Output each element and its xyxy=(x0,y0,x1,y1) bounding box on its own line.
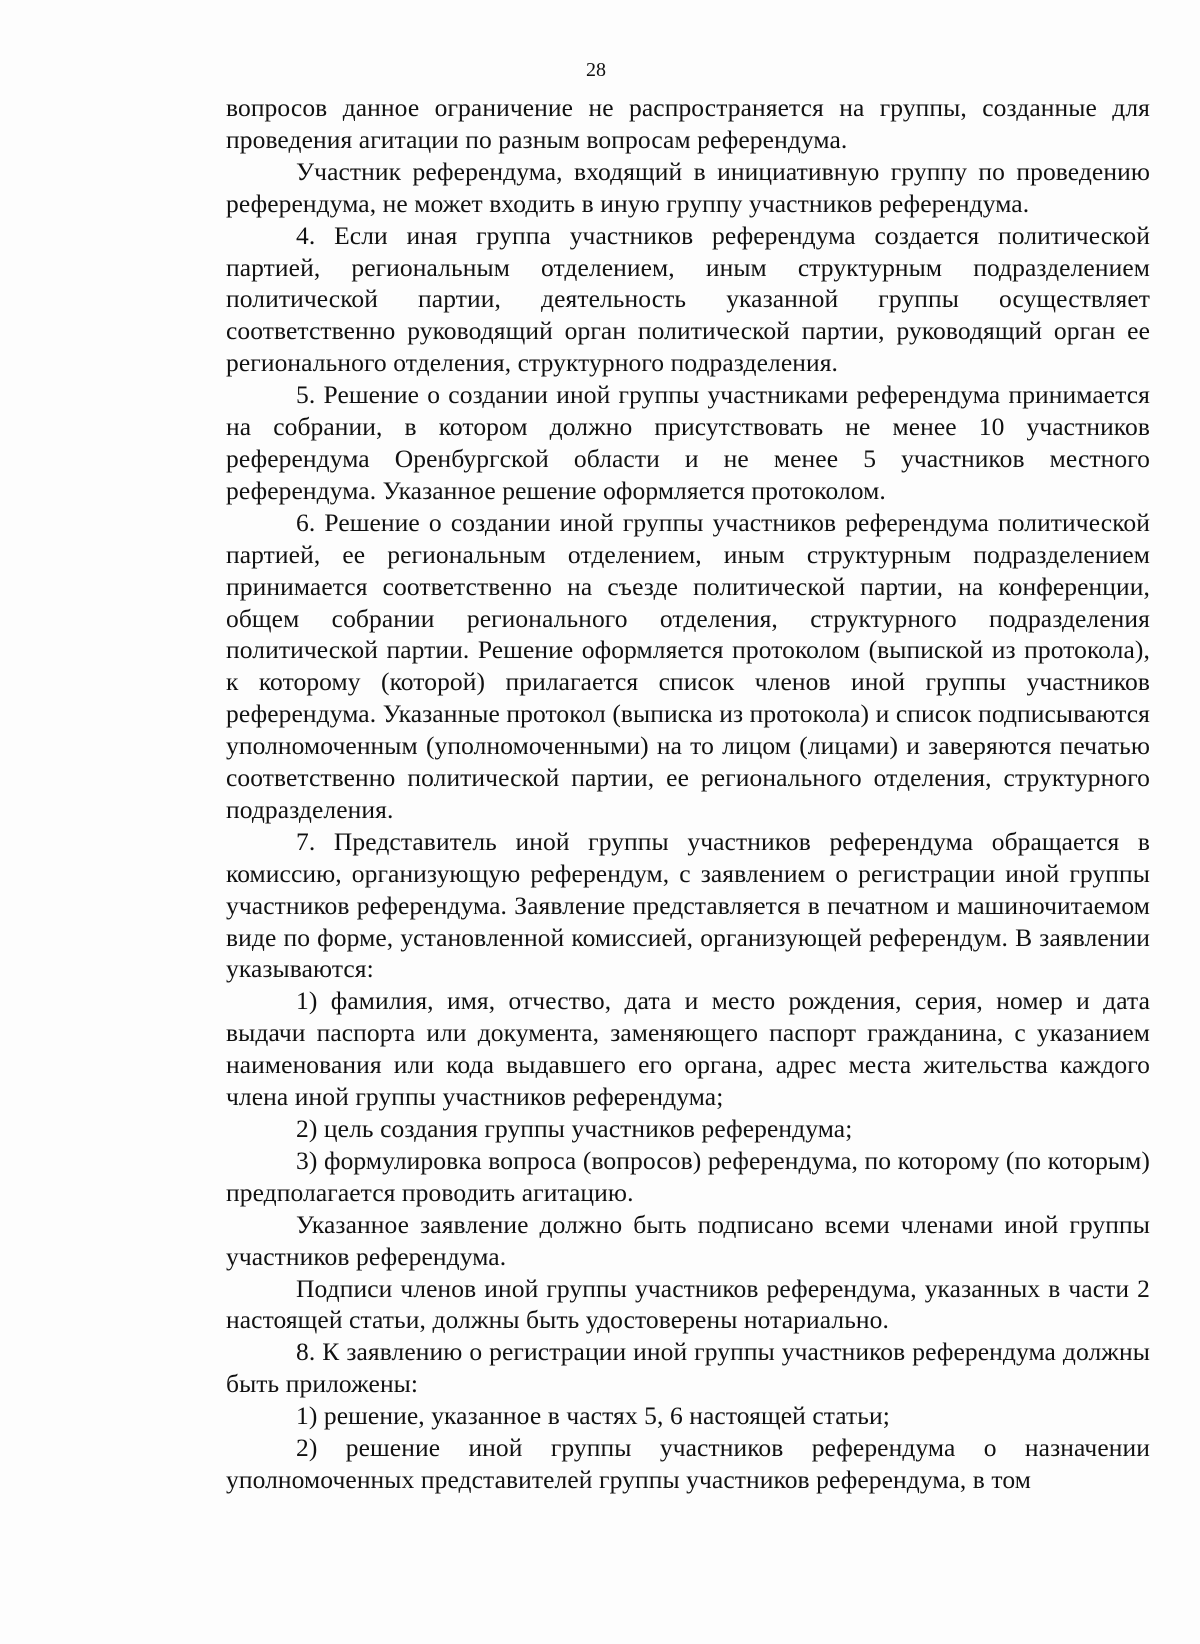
paragraph: 5. Решение о создании иной группы участниками референдума принимается на собрании, в котором должно присутствовать не менее 10 участников референдума Оренбургской области и не менее 5 участников местного референдума. Указанное решение оформляется протоколом. xyxy=(226,380,1150,505)
paragraph: 8. К заявлению о регистрации иной группы участников референдума должны быть приложены: xyxy=(226,1337,1150,1399)
paragraph: вопросов данное ограничение не распространяется на группы, созданные для проведения агитации по разным вопросам референдума. xyxy=(226,93,1150,154)
page-number: 28 xyxy=(586,59,606,81)
paragraph: 2) решение иной группы участников референдума о назначении уполномоченных представителей группы участников референдума, в том xyxy=(226,1433,1150,1494)
paragraph: 4. Если иная группа участников референдума создается политической партией, региональным отделением, иным структурным подразделением политической партии, деятельность указанной группы осуществляет соответственно руководящий орган политической партии, руководящий орган ее регионального отделения, структурного подразделения. xyxy=(226,220,1150,378)
paragraph: Подписи членов иной группы участников референдума, указанных в части 2 настоящей статьи, должны быть удостоверены нотариально. xyxy=(226,1273,1150,1335)
paragraph: 1) фамилия, имя, отчество, дата и место рождения, серия, номер и дата выдачи паспорта или документа, заменяющего паспорт гражданина, с указанием наименования или кода выдавшего его органа, адрес места жительства каждого члена иной группы участников референдума; xyxy=(226,986,1150,1112)
paragraph: 7. Представитель иной группы участников референдума обращается в комиссию, организующую референдум, с заявлением о регистрации иной группы участников референдума. Заявление представляется в печатном и машиночитаемом виде по форме, установленной комиссией, организующей референдум. В заявлении указываются: xyxy=(226,826,1150,984)
paragraph: 2) цель создания группы участников референдума; xyxy=(296,1114,853,1143)
paragraph: Указанное заявление должно быть подписано всеми членами иной группы участников референдума. xyxy=(226,1209,1150,1271)
document-body xyxy=(226,92,1150,1496)
paragraph: 6. Решение о создании иной группы участников референдума политической партией, ее региональным отделением, иным структурным подразделением принимается соответственно на съезде политической партии, на конференции, общем собрании регионального отделения, структурного подразделения политической партии. Решение оформляется протоколом (выпиской из протокола), к которому (которой) прилагается список членов иной группы участников референдума. Указанные протокол (выписка из протокола) и список подписываются уполномоченным (уполномоченными) на то лицом (лицами) и заверяются печатью соответственно политической партии, ее регионального отделения, структурного подразделения. xyxy=(226,507,1150,824)
paragraph: 1) решение, указанное в частях 5, 6 настоящей статьи; xyxy=(296,1401,890,1431)
paragraph: 3) формулировка вопроса (вопросов) референдума, по которому (по которым) предполагается проводить агитацию. xyxy=(226,1145,1150,1207)
paragraph: Участник референдума, входящий в инициативную группу по проведению референдума, не может входить в иную группу участников референдума. xyxy=(226,156,1150,218)
